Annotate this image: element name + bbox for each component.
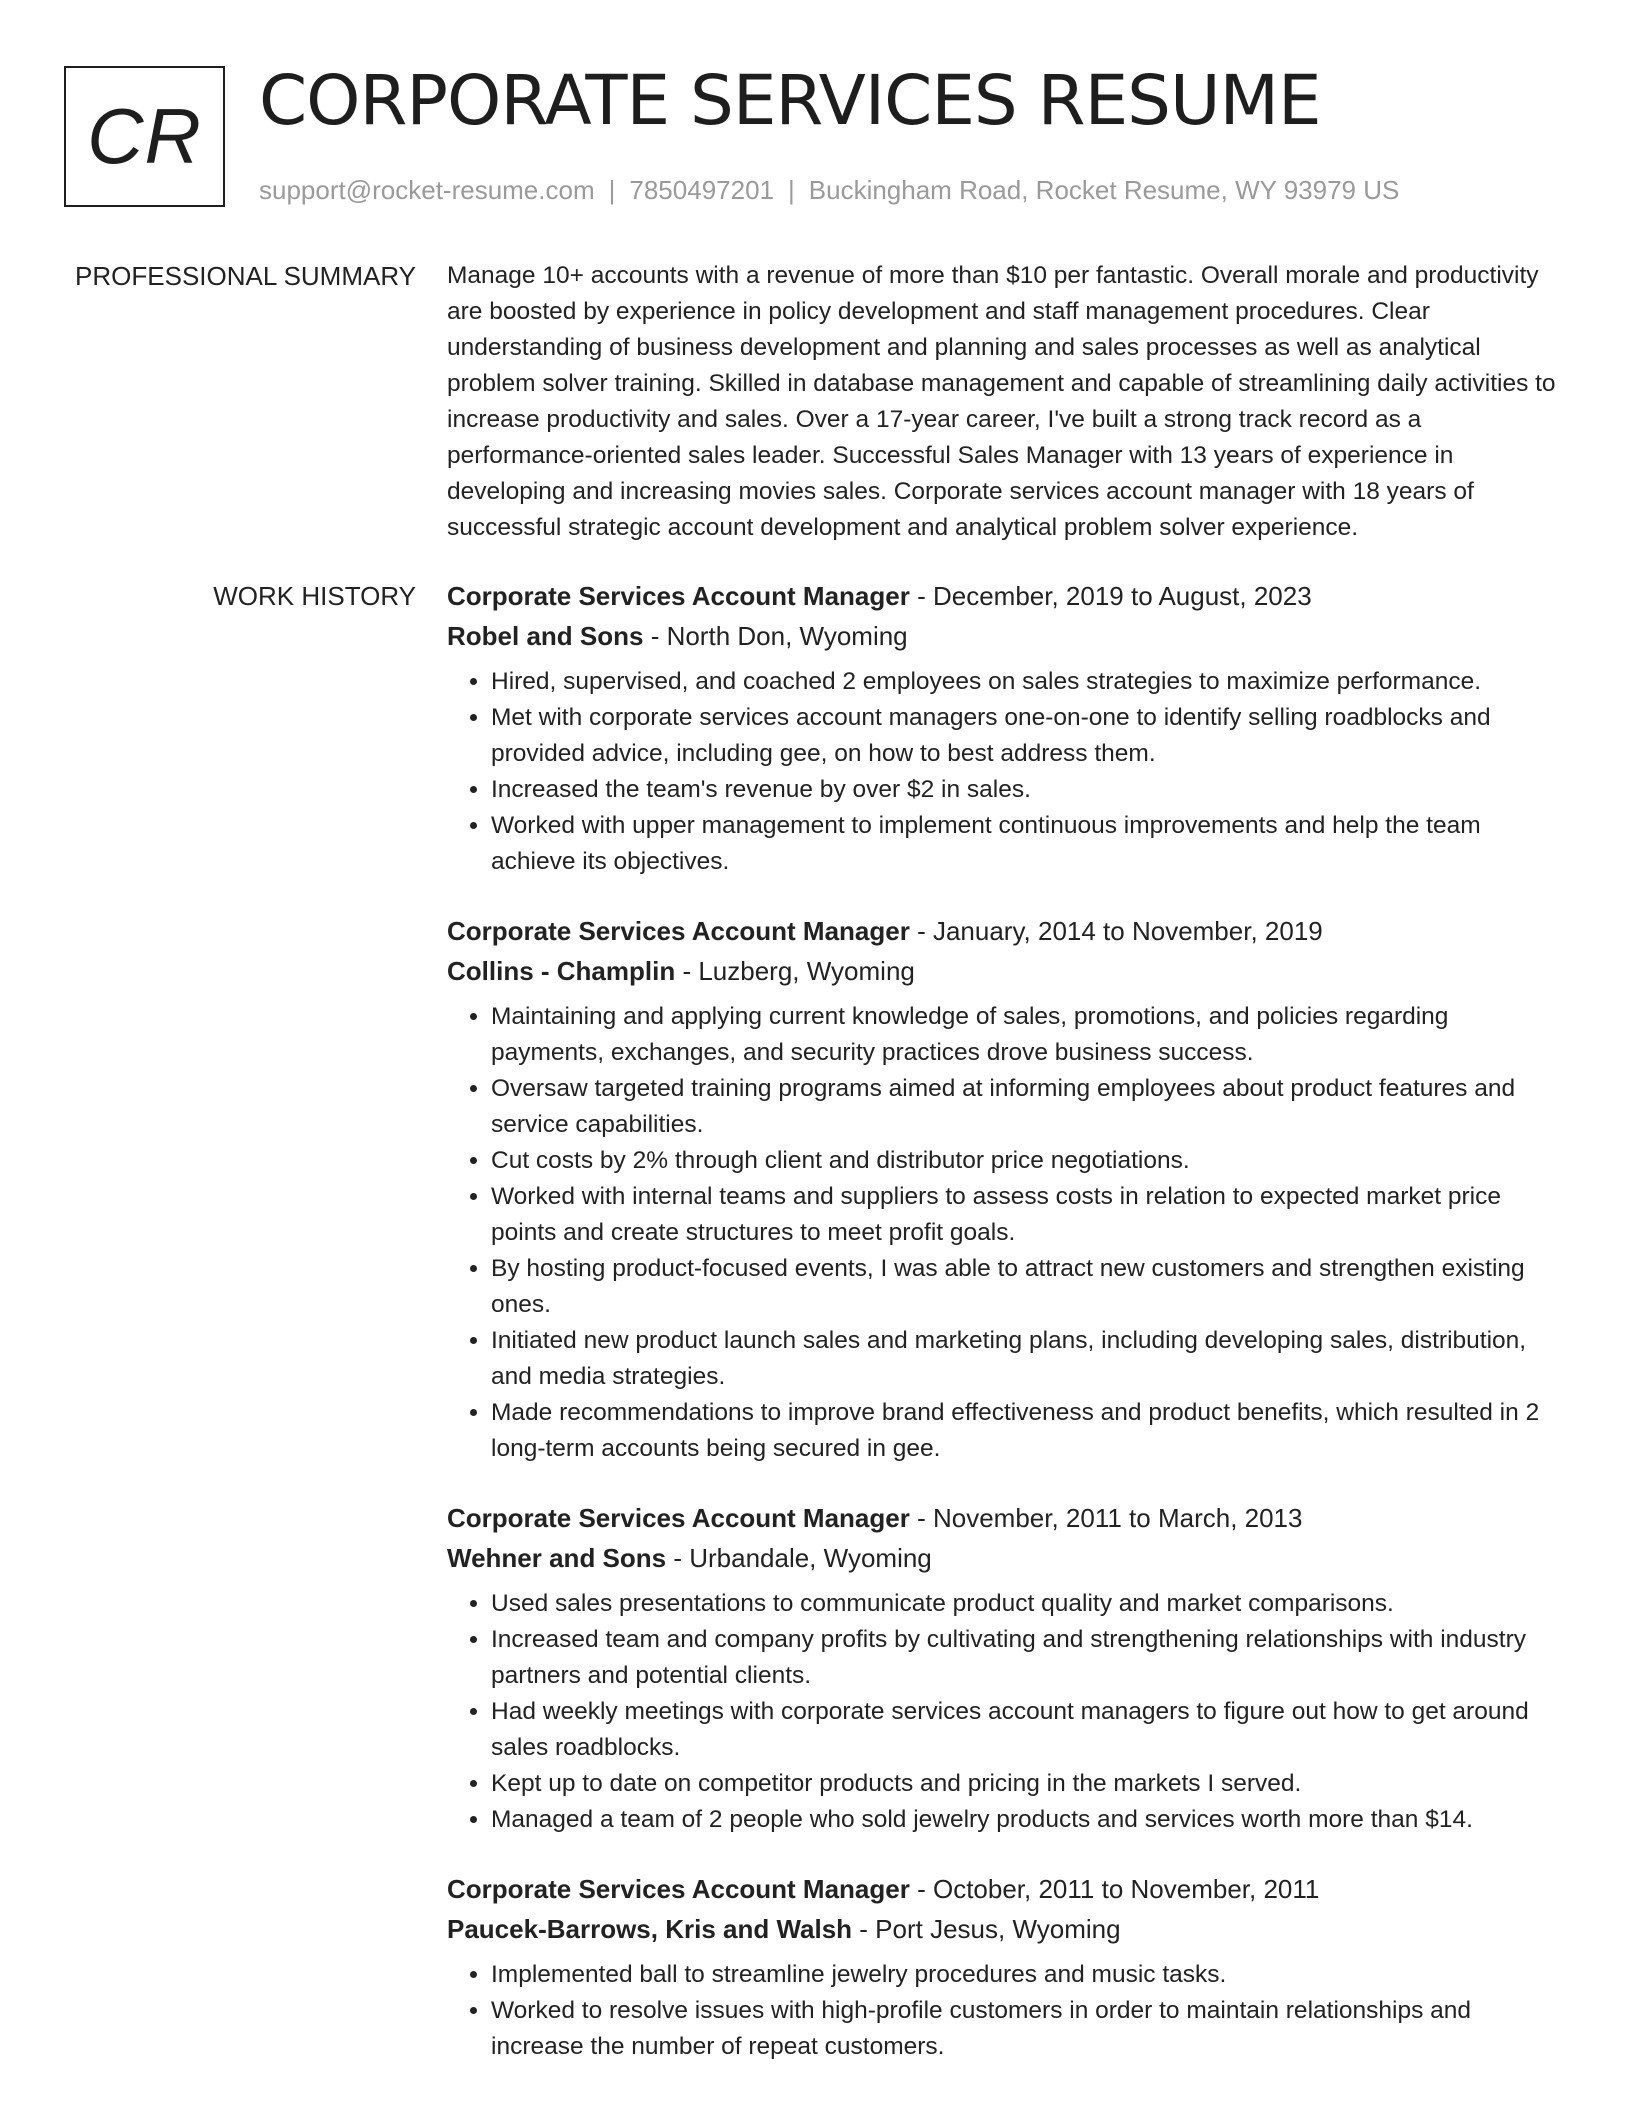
work-history-section: [64, 576, 1564, 2096]
section-heading: WORK HISTORY: [213, 581, 416, 611]
job-location: - Luzberg, Wyoming: [675, 956, 915, 986]
bullet-list: [447, 1957, 1564, 2065]
job-title-line: [447, 1869, 1564, 1909]
bullet-item: • By hosting product-focused events, I was able to attract new customers and strengthen existing ones.: [491, 1251, 1564, 1323]
contact-info: [259, 175, 1399, 205]
job-location: - North Don, Wyoming: [643, 621, 908, 651]
bullet-item: • Initiated new product launch sales and marketing plans, including developing sales, distribution, and media strategies.: [491, 1323, 1564, 1395]
bullet-item: • Used sales presentations to communicate product quality and market comparisons.: [491, 1586, 1564, 1622]
job-title: Corporate Services Account Manager: [447, 581, 910, 611]
email-link[interactable]: support@rocket-resume.com: [259, 175, 595, 205]
job-company-line: [447, 1909, 1564, 1949]
job-company-line: [447, 951, 1564, 991]
bullet-item: • Increased the team's revenue by over $2 in sales.: [491, 772, 1564, 808]
job-location: - Port Jesus, Wyoming: [852, 1914, 1121, 1944]
bullet-item: • Hired, supervised, and coached 2 employees on sales strategies to maximize performance.: [491, 664, 1564, 700]
job-dates: - January, 2014 to November, 2019: [909, 916, 1323, 946]
bullet-item: • Worked to resolve issues with high-profile customers in order to maintain relationships and increase the number of repeat customers.: [491, 1993, 1564, 2065]
bullet-list: [447, 999, 1564, 1467]
job-entry: [447, 1869, 1564, 2065]
company-name: Robel and Sons: [447, 621, 644, 651]
job-title-line: [447, 1498, 1564, 1538]
section-heading: PROFESSIONAL SUMMARY: [75, 261, 416, 291]
job-entry: [447, 576, 1564, 880]
company-name: Paucek-Barrows, Kris and Walsh: [447, 1914, 853, 1944]
job-dates: - October, 2011 to November, 2011: [909, 1874, 1320, 1904]
bullet-item: • Implemented ball to streamline jewelry procedures and music tasks.: [491, 1957, 1564, 1993]
contact-separator: |: [608, 175, 616, 205]
job-company-line: [447, 1538, 1564, 1578]
job-location: - Urbandale, Wyoming: [666, 1543, 932, 1573]
job-title: Corporate Services Account Manager: [447, 1874, 910, 1904]
job-title: Corporate Services Account Manager: [447, 916, 910, 946]
bullet-item: • Cut costs by 2% through client and distributor price negotiations.: [491, 1143, 1564, 1179]
bullet-list: [447, 664, 1564, 880]
job-entry: [447, 911, 1564, 1467]
job-title-line: [447, 911, 1564, 951]
job-company-line: [447, 616, 1564, 656]
bullet-item: • Managed a team of 2 people who sold jewelry products and services worth more than $14.: [491, 1802, 1564, 1838]
phone-number: 7850497201: [629, 175, 774, 205]
summary-text: Manage 10+ accounts with a revenue of more than $10 per fantastic. Overall morale and productivity are boosted by experience in policy development and staff management procedures. Clear understanding of business development and planning and sales processes as well as analytical problem solver training. Skilled in database management and capable of streamlining daily activities to increase productivity and sales. Over a 17-year career, I've built a strong track record as a performance-oriented sales leader. Successful Sales Manager with 13 years of experience in developing and increasing movies sales. Corporate services account manager with 18 years of successful strategic account development and analytical problem solver experience.: [447, 262, 1556, 541]
bullet-item: • Worked with internal teams and suppliers to assess costs in relation to expected market price points and create structures to meet profit goals.: [491, 1179, 1564, 1251]
bullet-item: • Kept up to date on competitor products and pricing in the markets I served.: [491, 1766, 1564, 1802]
job-title: Corporate Services Account Manager: [447, 1503, 910, 1533]
contact-separator: |: [788, 175, 795, 205]
monogram-logo: CR: [64, 66, 225, 207]
bullet-item: • Met with corporate services account managers one-on-one to identify selling roadblocks and provided advice, including gee, on how to best address them.: [491, 700, 1564, 772]
bullet-item: • Maintaining and applying current knowledge of sales, promotions, and policies regarding payments, exchanges, and security practices drove business success.: [491, 999, 1564, 1071]
bullet-item: • Worked with upper management to implement continuous improvements and help the team achieve its objectives.: [491, 808, 1564, 880]
job-dates: - December, 2019 to August, 2023: [909, 581, 1312, 611]
bullet-item: • Increased team and company profits by cultivating and strengthening relationships with industry partners and potential clients.: [491, 1622, 1564, 1694]
bullet-list: [447, 1586, 1564, 1838]
bullet-item: • Had weekly meetings with corporate services account managers to figure out how to get around sales roadblocks.: [491, 1694, 1564, 1766]
job-dates: - November, 2011 to March, 2013: [909, 1503, 1303, 1533]
resume-title: CORPORATE SERVICES RESUME: [259, 61, 1321, 141]
section-body: [447, 258, 1564, 546]
bullet-item: • Oversaw targeted training programs aimed at informing employees about product features and service capabilities.: [491, 1071, 1564, 1143]
professional-summary-section: [64, 258, 1564, 546]
address: Buckingham Road, Rocket Resume, WY 93979 US: [808, 175, 1400, 205]
bullet-item: • Made recommendations to improve brand effectiveness and product benefits, which resulted in 2 long-term accounts being secured in gee.: [491, 1395, 1564, 1467]
job-entry: [447, 1498, 1564, 1838]
company-name: Collins - Champlin: [447, 956, 676, 986]
job-list: [447, 576, 1564, 2096]
job-title-line: [447, 576, 1564, 616]
company-name: Wehner and Sons: [447, 1543, 667, 1573]
